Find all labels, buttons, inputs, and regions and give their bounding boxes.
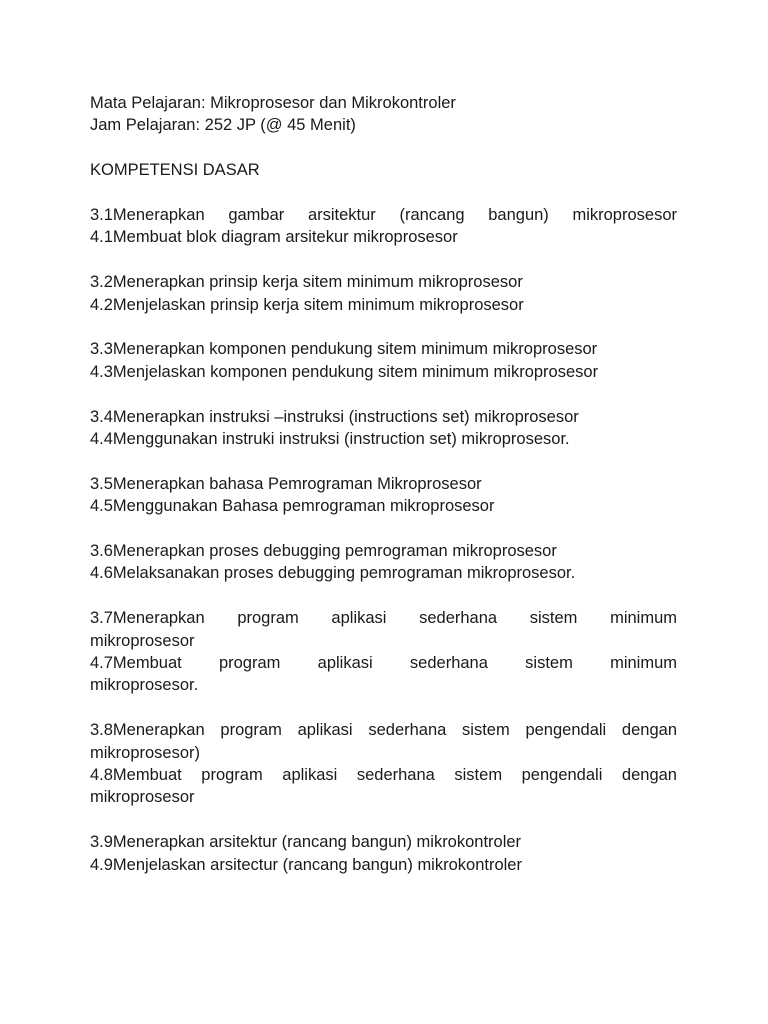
competency-group-6 <box>90 540 677 585</box>
competency-3-5: 3.5Menerapkan bahasa Pemrograman Mikroprosesor <box>90 474 482 493</box>
document-header <box>90 92 677 137</box>
competency-4-1: 4.1Membuat blok diagram arsitekur mikroprosesor <box>90 228 458 247</box>
competency-4-7-continuation: mikroprosesor. <box>90 676 199 695</box>
competency-3-1: 3.1Menerapkan gambar arsitektur (rancang bangun) mikroprosesor <box>90 206 677 224</box>
competency-4-8-continuation: mikroprosesor <box>90 788 195 807</box>
subject-line: Mata Pelajaran: Mikroprosesor dan Mikrokontroler <box>90 94 456 112</box>
competency-4-6: 4.6Melaksanakan proses debugging pemrograman mikroprosesor. <box>90 564 576 583</box>
section-title <box>90 159 677 181</box>
competency-4-8: 4.8Membuat program aplikasi sederhana sistem pengendali dengan <box>90 766 677 785</box>
competency-3-8: 3.8Menerapkan program aplikasi sederhana sistem pengendali dengan <box>90 721 677 740</box>
competency-3-7-continuation: mikroprosesor <box>90 631 195 650</box>
document-body <box>90 92 677 898</box>
competency-3-9: 3.9Menerapkan arsitektur (rancang bangun) mikrokontroler <box>90 833 522 852</box>
competency-4-9: 4.9Menjelaskan arsitectur (rancang bangun) mikrokontroler <box>90 855 522 874</box>
competency-3-6: 3.6Menerapkan proses debugging pemrograman mikroprosesor <box>90 542 557 561</box>
competency-group-3 <box>90 338 677 383</box>
competency-4-4: 4.4Menggunakan instruki instruksi (instruction set) mikroprosesor. <box>90 430 570 449</box>
competency-3-4: 3.4Menerapkan instruksi –instruksi (instructions set) mikroprosesor <box>90 407 579 426</box>
competency-4-2: 4.2Menjelaskan prinsip kerja sitem minimum mikroprosesor <box>90 295 524 314</box>
competency-group-5 <box>90 473 677 518</box>
competency-4-3: 4.3Menjelaskan komponen pendukung sitem minimum mikroprosesor <box>90 362 599 381</box>
section-title-text: KOMPETENSI DASAR <box>90 161 260 180</box>
competency-3-3: 3.3Menerapkan komponen pendukung sitem minimum mikroprosesor <box>90 340 598 359</box>
competency-group-8 <box>90 719 677 809</box>
competency-group-7 <box>90 607 677 697</box>
competency-4-7: 4.7Membuat program aplikasi sederhana sistem minimum <box>90 654 677 673</box>
competency-3-2: 3.2Menerapkan prinsip kerja sitem minimum mikroprosesor <box>90 273 523 292</box>
competency-4-5: 4.5Menggunakan Bahasa pemrograman mikroprosesor <box>90 497 495 516</box>
competency-group-9 <box>90 831 677 876</box>
competency-group-4 <box>90 406 677 451</box>
competency-3-7: 3.7Menerapkan program aplikasi sederhana sistem minimum <box>90 609 677 628</box>
competency-group-1 <box>90 204 677 249</box>
hours-line: Jam Pelajaran: 252 JP (@ 45 Menit) <box>90 116 356 135</box>
competency-3-8-continuation: mikroprosesor) <box>90 743 201 762</box>
competency-group-2 <box>90 271 677 316</box>
